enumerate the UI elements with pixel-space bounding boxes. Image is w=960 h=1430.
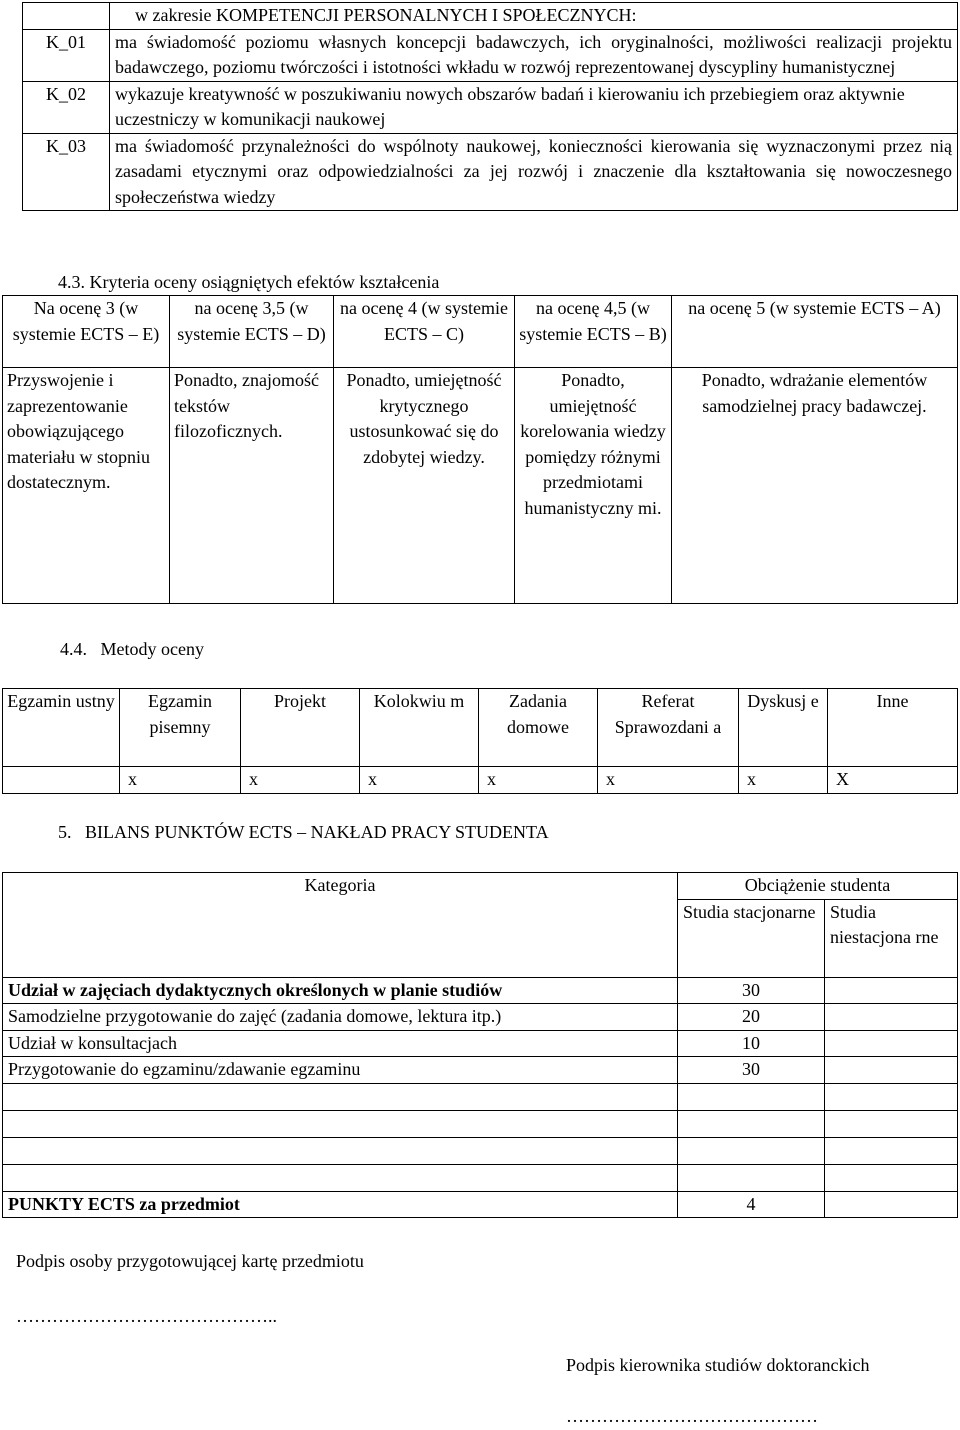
- ects-row-full: 30: [678, 977, 825, 1004]
- methods-heading: 4.4. Metody oceny: [60, 639, 204, 659]
- competences-header: [110, 3, 958, 30]
- criteria-cell-4: Ponadto, umiejętność krytycznego ustosunkować się do zdobytej wiedzy.: [334, 368, 515, 604]
- criteria-header-45: na ocenę 4,5 (w systemie ECTS – B): [515, 296, 672, 368]
- preparer-signature-label: Podpis osoby przygotowującej kartę przedmiotu: [16, 1251, 364, 1271]
- ects-heading: 5. BILANS PUNKTÓW ECTS – NAKŁAD PRACY STUDENTA: [58, 822, 549, 842]
- method-header: Kolokwiu m: [360, 689, 479, 767]
- method-header: Egzamin ustny: [3, 689, 120, 767]
- method-mark: [3, 767, 120, 794]
- competence-text: wykazuje kreatywność w poszukiwaniu nowych obszarów badań i kierowaniu ich przebiegiem oraz aktywnie uczestniczy w komunikacji naukowej: [110, 81, 958, 133]
- table-row: [3, 977, 958, 1004]
- table-row-empty: [3, 1137, 958, 1164]
- table-row: [23, 29, 958, 81]
- ects-row-full: 10: [678, 1030, 825, 1057]
- table-row-empty: [3, 1164, 958, 1191]
- criteria-cell-5: Ponadto, wdrażanie elementów samodzielnej pracy badawczej.: [672, 368, 958, 604]
- ects-row-part: [825, 1030, 958, 1057]
- ects-total-full: 4: [678, 1191, 825, 1218]
- criteria-cell-3: Przyswojenie i zaprezentowanie obowiązującego materiału w stopniu dostatecznym.: [3, 368, 170, 604]
- method-mark: x: [360, 767, 479, 794]
- ects-row-part: [825, 1004, 958, 1031]
- method-header: Referat Sprawozdani a: [598, 689, 739, 767]
- ects-row-part: [825, 1057, 958, 1084]
- table-row: [3, 1030, 958, 1057]
- method-mark: x: [739, 767, 828, 794]
- competence-text: ma świadomość poziomu własnych koncepcji badawczych, ich oryginalności, możliwości realizacji projektu badawczego, poziomu twórczości i istotności wkładu w rozwój reprezentowanej dyscypliny humanistycznej: [110, 29, 958, 81]
- criteria-table: [2, 295, 958, 604]
- ects-row-label: Udział w konsultacjach: [3, 1030, 678, 1057]
- ects-row-full: 20: [678, 1004, 825, 1031]
- director-signature-label: Podpis kierownika studiów doktoranckich: [566, 1355, 870, 1375]
- ects-total-part: [825, 1191, 958, 1218]
- director-signature-line: ……………………………………: [566, 1406, 818, 1426]
- competence-code: K_02: [23, 81, 110, 133]
- competences-header-text: w zakresie KOMPETENCJI PERSONALNYCH I SPOŁECZNYCH:: [135, 5, 637, 25]
- table-row: [23, 133, 958, 211]
- ects-row-label: Udział w zajęciach dydaktycznych określonych w planie studiów: [3, 977, 678, 1004]
- table-row: [3, 1057, 958, 1084]
- ects-category-header: Kategoria: [3, 873, 678, 978]
- ects-row-label: Przygotowanie do egzaminu/zdawanie egzaminu: [3, 1057, 678, 1084]
- method-mark: x: [120, 767, 241, 794]
- ects-row-part: [825, 977, 958, 1004]
- table-row-empty: [3, 1083, 958, 1110]
- ects-load-header: Obciążenie studenta: [678, 873, 958, 900]
- competence-code: K_01: [23, 29, 110, 81]
- method-header: Egzamin pisemny: [120, 689, 241, 767]
- ects-part-header: Studia niestacjona rne: [825, 899, 958, 977]
- criteria-header-5: na ocenę 5 (w systemie ECTS – A): [672, 296, 958, 368]
- methods-table: [2, 688, 958, 794]
- method-mark: x: [598, 767, 739, 794]
- method-mark: x: [241, 767, 360, 794]
- criteria-cell-35: Ponadto, znajomość tekstów filozoficznych.: [170, 368, 334, 604]
- table-row-empty: [3, 1110, 958, 1137]
- method-header: Zadania domowe: [479, 689, 598, 767]
- table-row-total: [3, 1191, 958, 1218]
- method-mark: X: [828, 767, 958, 794]
- criteria-header-35: na ocenę 3,5 (w systemie ECTS – D): [170, 296, 334, 368]
- ects-row-label: Samodzielne przygotowanie do zajęć (zadania domowe, lektura itp.): [3, 1004, 678, 1031]
- criteria-heading: 4.3. Kryteria oceny osiągniętych efektów kształcenia: [58, 272, 440, 292]
- ects-total-label: PUNKTY ECTS za przedmiot: [3, 1191, 678, 1218]
- criteria-cell-45: Ponadto, umiejętność korelowania wiedzy pomiędzy różnymi przedmiotami humanistyczny mi.: [515, 368, 672, 604]
- table-row: [3, 1004, 958, 1031]
- ects-table: [2, 872, 958, 1218]
- table-row: [23, 81, 958, 133]
- competence-code: K_03: [23, 133, 110, 211]
- method-header: Inne: [828, 689, 958, 767]
- ects-row-full: 30: [678, 1057, 825, 1084]
- method-header: Projekt: [241, 689, 360, 767]
- criteria-header-3: Na ocenę 3 (w systemie ECTS – E): [3, 296, 170, 368]
- preparer-signature-line: ……………………………………..: [16, 1306, 277, 1326]
- competences-header-blank: [23, 3, 110, 30]
- competence-text: ma świadomość przynależności do wspólnoty naukowej, konieczności kierowania się wyznaczonymi przez nią zasadami etycznymi oraz odpowiedzialności za jej rozwój i znaczenie dla kształtowania się nowoczesnego społeczeństwa wiedzy: [110, 133, 958, 211]
- criteria-header-4: na ocenę 4 (w systemie ECTS – C): [334, 296, 515, 368]
- method-header: Dyskusj e: [739, 689, 828, 767]
- ects-full-header: Studia stacjonarne: [678, 899, 825, 977]
- competences-table: [22, 2, 958, 211]
- method-mark: x: [479, 767, 598, 794]
